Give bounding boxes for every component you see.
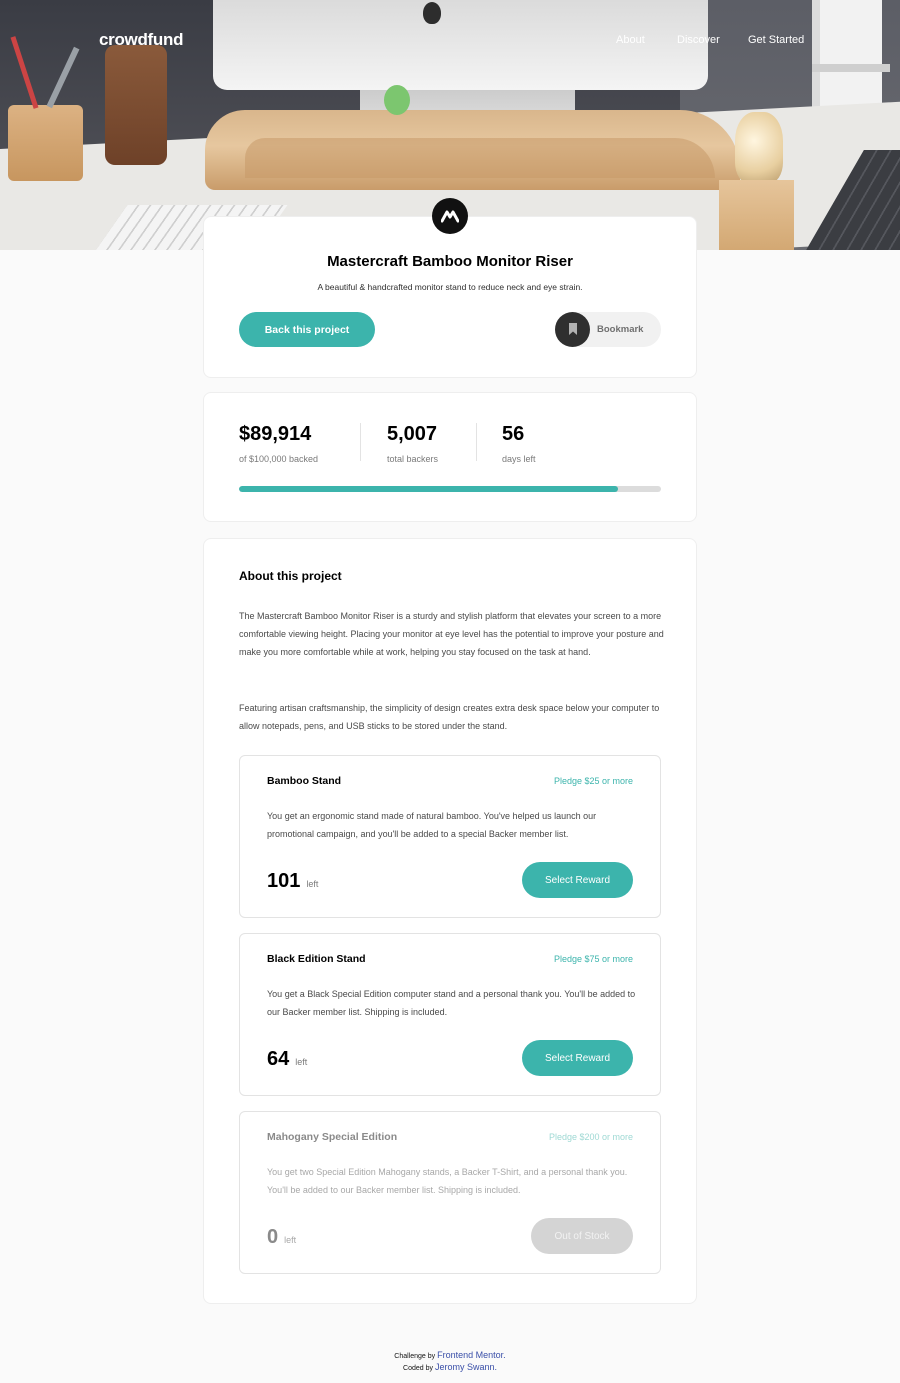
out-of-stock-button: Out of Stock	[531, 1218, 633, 1254]
stat-backers-value: 5,007	[387, 423, 438, 445]
progress-bar-fill	[239, 486, 618, 492]
attribution	[0, 1350, 900, 1374]
attribution-coded-prefix: Coded by	[403, 1365, 433, 1372]
project-card	[203, 216, 697, 378]
top-nav	[0, 0, 900, 80]
bookmark-button[interactable]	[555, 312, 661, 347]
reward-name: Mahogany Special Edition	[267, 1131, 398, 1143]
reward-stock-label: left	[295, 1057, 308, 1067]
stats-card	[203, 392, 697, 522]
reward-stock-label: left	[306, 879, 319, 889]
reward-bamboo-stand	[239, 755, 661, 918]
bookmark-icon	[555, 312, 590, 347]
about-title: About this project	[239, 569, 342, 583]
divider	[476, 423, 477, 461]
attribution-period: .	[494, 1362, 497, 1372]
reward-name: Bamboo Stand	[267, 775, 342, 787]
reward-mahogany-special-edition	[239, 1111, 661, 1274]
site-logo[interactable]: crowdfund	[99, 30, 184, 49]
stat-days	[502, 423, 536, 464]
hero-lamp-bulb	[735, 112, 783, 184]
stat-backers-label: total backers	[387, 454, 439, 464]
select-reward-button[interactable]: Select Reward	[522, 1040, 633, 1076]
stat-days-label: days left	[502, 454, 536, 464]
reward-stock	[267, 1226, 296, 1249]
attribution-period: .	[503, 1350, 506, 1360]
hero-lamp-base	[719, 180, 794, 250]
reward-black-edition-stand	[239, 933, 661, 1096]
bookmark-label: Bookmark	[597, 324, 644, 335]
nav-link-discover[interactable]: Discover	[677, 34, 720, 46]
hero-bamboo-riser	[205, 110, 740, 190]
divider	[360, 423, 361, 461]
stat-backers	[387, 423, 438, 464]
reward-pledge: Pledge $25 or more	[553, 776, 633, 786]
attribution-challenge-prefix: Challenge by	[394, 1353, 436, 1360]
attribution-challenge	[0, 1350, 900, 1362]
reward-stock-count: 64	[267, 1048, 290, 1070]
project-title: Mastercraft Bamboo Monitor Riser	[327, 253, 573, 270]
select-reward-button[interactable]: Select Reward	[522, 862, 633, 898]
nav-link-about[interactable]: About	[616, 34, 645, 46]
reward-stock-count: 101	[267, 870, 301, 892]
reward-name: Black Edition Stand	[267, 953, 366, 965]
attribution-coded	[0, 1362, 900, 1374]
reward-pledge: Pledge $75 or more	[553, 954, 633, 964]
stat-backed-label: of $100,000 backed	[239, 454, 319, 464]
stat-backed	[239, 423, 318, 464]
reward-stock-count: 0	[267, 1226, 279, 1248]
about-paragraph: Featuring artisan craftsmanship, the simplicity of design creates extra desk space below your computer to allow notepads, pens, and USB sticks to be stored under the stand.	[239, 703, 660, 731]
about-paragraph: The Mastercraft Bamboo Monitor Riser is a sturdy and stylish platform that elevates your screen to a more comfortable viewing height. Placing your monitor at eye level has the potential to improve your posture and make you more comfortable while at work, helping you stay focused on the task at hand.	[239, 611, 664, 657]
reward-description: You get two Special Edition Mahogany stands, a Backer T-Shirt, and a personal thank you. You'll be added to our Backer member list. Shipping is included.	[267, 1167, 628, 1195]
about-card	[203, 538, 697, 1304]
stat-backed-value: $89,914	[239, 423, 312, 445]
project-description: A beautiful & handcrafted monitor stand to reduce neck and eye strain.	[317, 282, 583, 292]
reward-stock	[267, 1048, 307, 1071]
reward-description: You get an ergonomic stand made of natural bamboo. You've helped us launch our promotional campaign, and you'll be added to a special Backer member list.	[267, 811, 597, 839]
reward-stock-label: left	[284, 1235, 297, 1245]
reward-pledge: Pledge $200 or more	[548, 1132, 633, 1142]
reward-stock	[267, 870, 318, 893]
frontend-mentor-link[interactable]: Frontend Mentor	[437, 1350, 504, 1360]
nav-link-get-started[interactable]: Get Started	[748, 34, 805, 46]
reward-description: You get a Black Special Edition computer stand and a personal thank you. You'll be added to our Backer member list. Shipping is included.	[267, 989, 636, 1017]
mastercraft-logo-icon	[432, 198, 468, 234]
stat-days-value: 56	[502, 423, 525, 445]
hero-figurine	[384, 85, 410, 115]
hero-pen-cup	[8, 105, 83, 181]
author-link[interactable]: Jeromy Swann	[434, 1362, 495, 1372]
back-project-button[interactable]: Back this project	[239, 312, 375, 347]
progress-bar	[239, 486, 661, 492]
